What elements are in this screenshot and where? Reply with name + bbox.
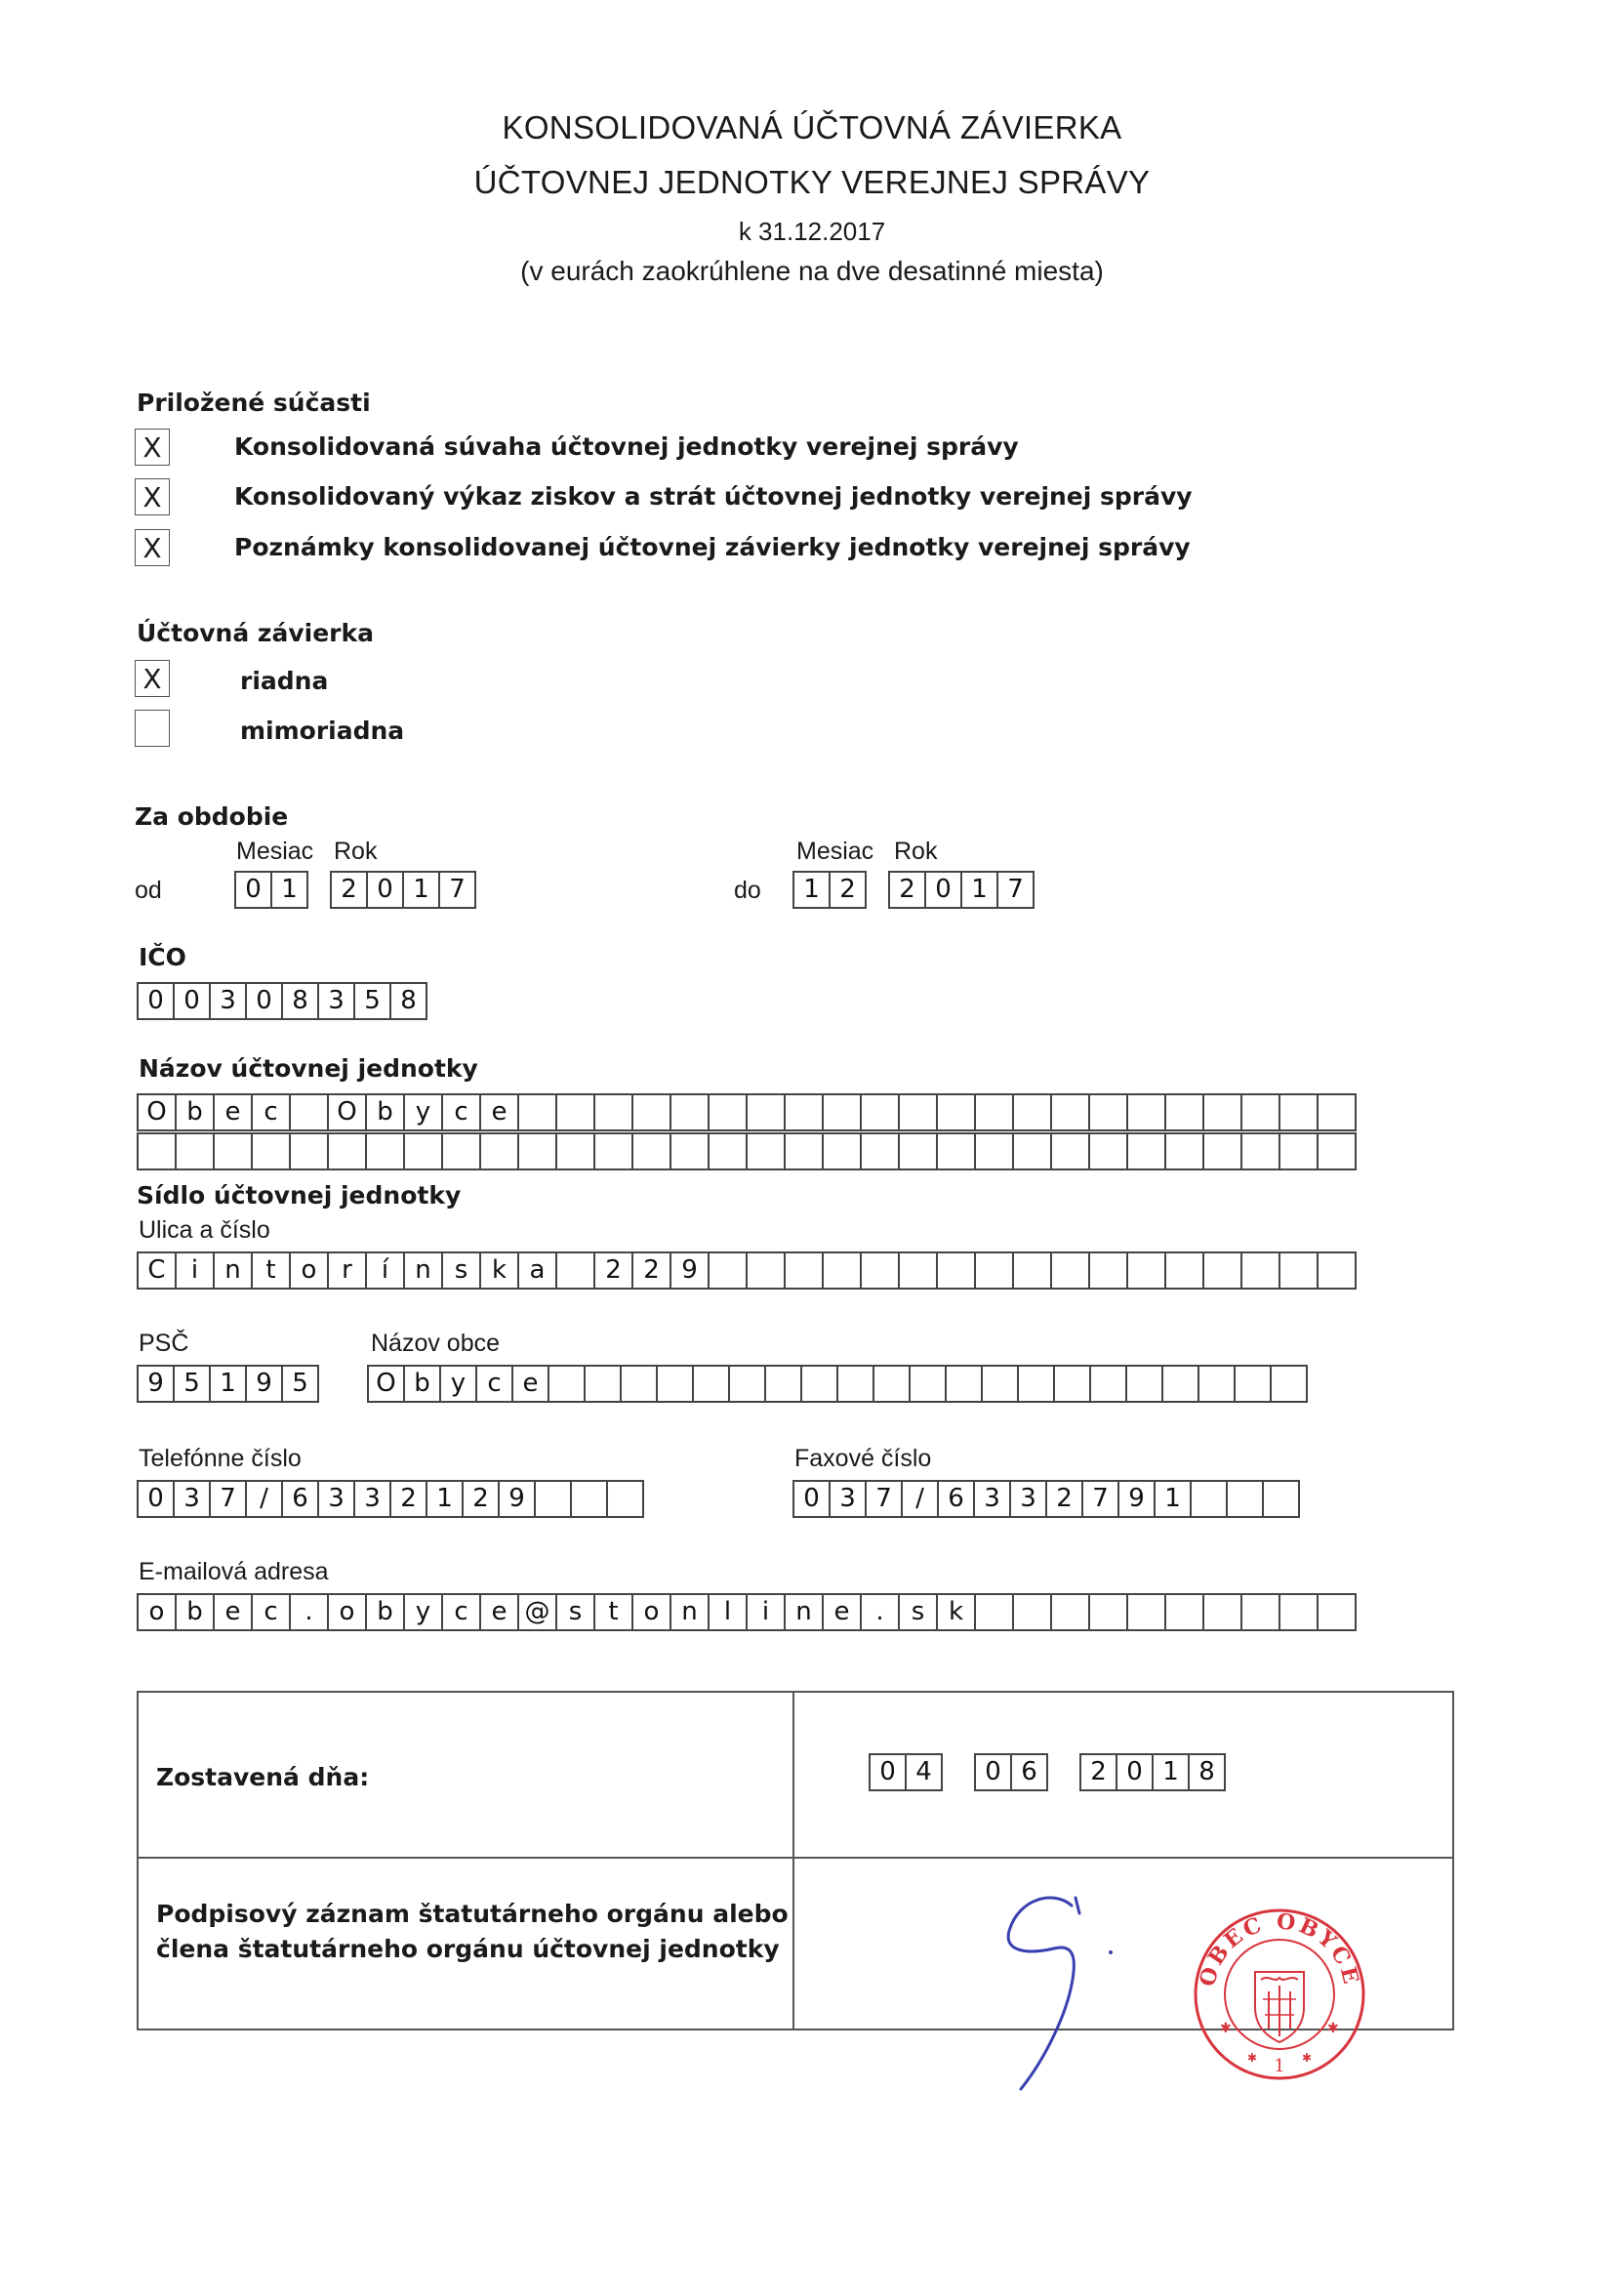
char-cell: 3 [317, 982, 355, 1020]
char-cell: c [441, 1093, 481, 1131]
char-cell [784, 1093, 824, 1131]
fax-label: Faxové číslo [794, 1445, 932, 1472]
svg-text:✱: ✱ [1327, 2020, 1339, 2035]
char-cell [936, 1251, 976, 1290]
char-cell: b [403, 1365, 441, 1403]
char-cell: c [251, 1593, 291, 1631]
char-cell [631, 1093, 671, 1131]
char-cell: 2 [888, 871, 926, 909]
char-cell [517, 1093, 557, 1131]
char-cell: 3 [829, 1480, 867, 1518]
char-cell: 0 [1116, 1753, 1154, 1791]
char-cell [1012, 1593, 1052, 1631]
char-cell [1126, 1132, 1166, 1170]
char-cell: 6 [1010, 1753, 1048, 1791]
char-cell [570, 1480, 608, 1518]
char-cell [534, 1480, 572, 1518]
char-cell: e [511, 1365, 549, 1403]
char-cell [548, 1365, 586, 1403]
char-cell: 3 [317, 1480, 355, 1518]
char-cell: c [441, 1593, 481, 1631]
char-cell: 2 [1045, 1480, 1083, 1518]
char-cell: e [479, 1593, 519, 1631]
psc-label: PSČ [139, 1330, 189, 1357]
char-cell [1053, 1365, 1091, 1403]
char-cell [1088, 1132, 1128, 1170]
char-cell: 7 [996, 871, 1035, 909]
closing-extraordinary-checkbox[interactable] [135, 710, 170, 747]
char-cell [555, 1132, 595, 1170]
char-cell: 3 [173, 1480, 211, 1518]
to-label: do [734, 877, 761, 904]
psc-field[interactable] [137, 1365, 317, 1403]
char-cell [1240, 1132, 1280, 1170]
char-cell: n [213, 1251, 253, 1290]
char-cell [822, 1093, 862, 1131]
char-cell [746, 1132, 786, 1170]
char-cell: e [213, 1593, 253, 1631]
name-label: Názov účtovnej jednotky [139, 1054, 478, 1083]
report-date: k 31.12.2017 [738, 217, 886, 246]
city-field[interactable] [367, 1365, 1306, 1403]
char-cell: 1 [209, 1365, 247, 1403]
char-cell [1279, 1132, 1319, 1170]
char-cell: 1 [1154, 1480, 1192, 1518]
char-cell [1317, 1132, 1357, 1170]
char-cell [631, 1132, 671, 1170]
closing-extraordinary-label: mimoriadna [240, 717, 405, 745]
char-cell [1164, 1093, 1204, 1131]
char-cell [251, 1132, 291, 1170]
to-year-field[interactable] [888, 871, 1033, 909]
char-cell: 2 [330, 871, 368, 909]
char-cell: y [439, 1365, 477, 1403]
char-cell [1088, 1251, 1128, 1290]
char-cell [1012, 1093, 1052, 1131]
char-cell [1161, 1365, 1199, 1403]
char-cell [1017, 1365, 1055, 1403]
ico-label: IČO [139, 943, 186, 971]
phone-field[interactable] [137, 1480, 642, 1518]
signature-label-line2: člena štatutárneho orgánu účtovnej jednotky [156, 1935, 780, 1963]
char-cell: 5 [281, 1365, 319, 1403]
char-cell: 1 [960, 871, 998, 909]
svg-text:✱: ✱ [1302, 2051, 1313, 2065]
attachment-checkbox-1[interactable]: X [135, 429, 170, 466]
char-cell [1202, 1593, 1242, 1631]
char-cell: n [403, 1251, 443, 1290]
char-cell: 7 [865, 1480, 903, 1518]
char-cell: / [901, 1480, 939, 1518]
char-cell [746, 1093, 786, 1131]
char-cell: . [289, 1593, 329, 1631]
char-cell: 2 [631, 1251, 671, 1290]
char-cell [708, 1132, 748, 1170]
char-cell [1270, 1365, 1308, 1403]
char-cell: 0 [869, 1753, 907, 1791]
compiled-day-field[interactable] [869, 1753, 941, 1791]
char-cell [708, 1093, 748, 1131]
char-cell: 5 [173, 1365, 211, 1403]
char-cell [936, 1093, 976, 1131]
char-cell [1050, 1593, 1090, 1631]
char-cell [1262, 1480, 1300, 1518]
char-cell [728, 1365, 766, 1403]
char-cell: 0 [974, 1753, 1012, 1791]
closing-regular-checkbox[interactable]: X [135, 660, 170, 697]
char-cell: 8 [1188, 1753, 1226, 1791]
char-cell [1317, 1251, 1357, 1290]
from-month-label: Mesiac [236, 838, 314, 865]
char-cell [784, 1251, 824, 1290]
char-cell [860, 1132, 900, 1170]
from-year-field[interactable] [330, 871, 474, 909]
char-cell: o [631, 1593, 671, 1631]
char-cell: 3 [973, 1480, 1011, 1518]
char-cell [1234, 1365, 1272, 1403]
char-cell: 9 [670, 1251, 710, 1290]
char-cell [1088, 1593, 1128, 1631]
char-cell [137, 1132, 177, 1170]
char-cell [555, 1251, 595, 1290]
char-cell [656, 1365, 694, 1403]
street-label: Ulica a číslo [139, 1216, 270, 1244]
char-cell: 3 [209, 982, 247, 1020]
char-cell [860, 1251, 900, 1290]
char-cell [479, 1132, 519, 1170]
char-cell: e [822, 1593, 862, 1631]
char-cell: 7 [209, 1480, 247, 1518]
char-cell: 9 [137, 1365, 175, 1403]
char-cell [620, 1365, 658, 1403]
char-cell: 7 [1081, 1480, 1119, 1518]
email-label: E-mailová adresa [139, 1558, 329, 1585]
char-cell [974, 1132, 1014, 1170]
char-cell: n [670, 1593, 710, 1631]
char-cell [1202, 1132, 1242, 1170]
char-cell: 0 [234, 871, 272, 909]
char-cell: 9 [1117, 1480, 1156, 1518]
char-cell [945, 1365, 983, 1403]
char-cell: C [137, 1251, 177, 1290]
city-label: Názov obce [371, 1330, 501, 1357]
attachment-checkbox-2[interactable]: X [135, 478, 170, 515]
stamp-number: 1 [1274, 2056, 1285, 2076]
stamp-graphic [1191, 1906, 1368, 2083]
char-cell [822, 1132, 862, 1170]
char-cell: 2 [389, 1480, 427, 1518]
email-field[interactable] [137, 1593, 1355, 1631]
char-cell [213, 1132, 253, 1170]
char-cell: o [137, 1593, 177, 1631]
char-cell [1164, 1251, 1204, 1290]
char-cell: t [593, 1593, 633, 1631]
char-cell: c [475, 1365, 513, 1403]
char-cell [593, 1093, 633, 1131]
char-cell [909, 1365, 947, 1403]
closing-regular-label: riadna [240, 667, 329, 695]
name-field-row2[interactable] [137, 1132, 1355, 1170]
char-cell: r [327, 1251, 367, 1290]
char-cell [1088, 1093, 1128, 1131]
from-year-label: Rok [334, 838, 378, 865]
char-cell [692, 1365, 730, 1403]
fax-field[interactable] [792, 1480, 1298, 1518]
char-cell: 2 [462, 1480, 500, 1518]
char-cell: í [365, 1251, 405, 1290]
char-cell: 6 [281, 1480, 319, 1518]
document-title: KONSOLIDOVANÁ ÚČTOVNÁ ZÁVIERKA [502, 109, 1122, 145]
char-cell: o [289, 1251, 329, 1290]
document-subtitle: ÚČTOVNEJ JEDNOTKY VEREJNEJ SPRÁVY [473, 164, 1151, 200]
char-cell [289, 1093, 329, 1131]
closing-heading: Účtovná závierka [137, 619, 374, 647]
to-month-label: Mesiac [796, 838, 874, 865]
char-cell [1317, 1093, 1357, 1131]
char-cell [1012, 1251, 1052, 1290]
attachment-label-1: Konsolidovaná súvaha účtovnej jednotky verejnej správy [234, 432, 1019, 461]
char-cell [670, 1132, 710, 1170]
char-cell [1164, 1593, 1204, 1631]
char-cell: c [251, 1093, 291, 1131]
char-cell [1126, 1093, 1166, 1131]
char-cell: O [137, 1093, 177, 1131]
char-cell [981, 1365, 1019, 1403]
char-cell: 0 [366, 871, 404, 909]
char-cell: 2 [1079, 1753, 1117, 1791]
char-cell [1126, 1593, 1166, 1631]
char-cell [1240, 1593, 1280, 1631]
char-cell [746, 1251, 786, 1290]
char-cell [1202, 1251, 1242, 1290]
char-cell: . [860, 1593, 900, 1631]
char-cell: 3 [353, 1480, 391, 1518]
char-cell [873, 1365, 911, 1403]
compiled-year-field[interactable] [1079, 1753, 1224, 1791]
char-cell [1279, 1593, 1319, 1631]
svg-text:✱: ✱ [1220, 2020, 1232, 2035]
char-cell: 0 [137, 1480, 175, 1518]
char-cell [800, 1365, 838, 1403]
char-cell: 2 [829, 871, 867, 909]
char-cell: 6 [937, 1480, 975, 1518]
char-cell: s [441, 1251, 481, 1290]
char-cell [670, 1093, 710, 1131]
name-field-row1[interactable] [137, 1093, 1355, 1131]
signature-scribble [986, 1884, 1152, 2109]
compiled-month-field[interactable] [974, 1753, 1046, 1791]
char-cell [784, 1132, 824, 1170]
char-cell [860, 1093, 900, 1131]
street-field[interactable] [137, 1251, 1355, 1290]
char-cell: i [746, 1593, 786, 1631]
char-cell: 3 [1009, 1480, 1047, 1518]
char-cell: k [479, 1251, 519, 1290]
char-cell [974, 1593, 1014, 1631]
char-cell [1050, 1132, 1090, 1170]
char-cell [1240, 1093, 1280, 1131]
currency-note: (v eurách zaokrúhlene na dve desatinné miesta) [520, 256, 1104, 286]
char-cell: y [403, 1593, 443, 1631]
signature-label-line1: Podpisový záznam štatutárneho orgánu alebo [156, 1900, 789, 1928]
char-cell [555, 1093, 595, 1131]
table-divider-horizontal [137, 1857, 1454, 1859]
char-cell: b [175, 1593, 215, 1631]
phone-label: Telefónne číslo [139, 1445, 302, 1472]
char-cell: @ [517, 1593, 557, 1631]
ico-field[interactable] [137, 982, 426, 1020]
char-cell [1050, 1093, 1090, 1131]
char-cell [974, 1093, 1014, 1131]
char-cell [1198, 1365, 1236, 1403]
char-cell: 1 [270, 871, 308, 909]
char-cell: y [403, 1093, 443, 1131]
char-cell [584, 1365, 622, 1403]
stamp-text: OBEC OBYCE [1195, 1908, 1364, 1989]
char-cell: e [213, 1093, 253, 1131]
char-cell: b [175, 1093, 215, 1131]
char-cell [593, 1132, 633, 1170]
char-cell: O [327, 1093, 367, 1131]
char-cell: 8 [389, 982, 427, 1020]
char-cell [175, 1132, 215, 1170]
char-cell [403, 1132, 443, 1170]
char-cell [289, 1132, 329, 1170]
char-cell: n [784, 1593, 824, 1631]
char-cell [517, 1132, 557, 1170]
char-cell: i [175, 1251, 215, 1290]
char-cell [1202, 1093, 1242, 1131]
char-cell [898, 1093, 938, 1131]
char-cell: / [245, 1480, 283, 1518]
char-cell: O [367, 1365, 405, 1403]
char-cell: 8 [281, 982, 319, 1020]
char-cell [822, 1251, 862, 1290]
char-cell: 7 [438, 871, 476, 909]
compiled-date-label: Zostavená dňa: [156, 1763, 370, 1791]
char-cell [836, 1365, 874, 1403]
char-cell: 0 [245, 982, 283, 1020]
svg-text:✱: ✱ [1247, 2051, 1258, 2065]
char-cell [708, 1251, 748, 1290]
char-cell: 5 [353, 982, 391, 1020]
char-cell: 2 [593, 1251, 633, 1290]
char-cell: l [708, 1593, 748, 1631]
char-cell [1126, 1251, 1166, 1290]
char-cell [1125, 1365, 1163, 1403]
char-cell [365, 1132, 405, 1170]
char-cell [1279, 1251, 1319, 1290]
table-divider-vertical [792, 1691, 794, 2030]
char-cell [1089, 1365, 1127, 1403]
char-cell: 0 [924, 871, 962, 909]
char-cell: 0 [792, 1480, 831, 1518]
from-label: od [135, 877, 162, 904]
attachment-label-2: Konsolidovaný výkaz ziskov a strát účtovnej jednotky verejnej správy [234, 482, 1193, 511]
char-cell: k [936, 1593, 976, 1631]
char-cell [1279, 1093, 1319, 1131]
char-cell [974, 1251, 1014, 1290]
char-cell: 9 [498, 1480, 536, 1518]
char-cell: 0 [173, 982, 211, 1020]
char-cell: 1 [1152, 1753, 1190, 1791]
char-cell: b [365, 1593, 405, 1631]
char-cell: 9 [245, 1365, 283, 1403]
char-cell: o [327, 1593, 367, 1631]
char-cell: 1 [792, 871, 831, 909]
to-year-label: Rok [894, 838, 938, 865]
char-cell: 1 [426, 1480, 464, 1518]
char-cell: e [479, 1093, 519, 1131]
char-cell [1226, 1480, 1264, 1518]
char-cell: s [898, 1593, 938, 1631]
char-cell [1050, 1251, 1090, 1290]
char-cell: b [365, 1093, 405, 1131]
seat-label: Sídlo účtovnej jednotky [137, 1181, 462, 1210]
to-month-field[interactable] [792, 871, 865, 909]
char-cell [441, 1132, 481, 1170]
char-cell: a [517, 1251, 557, 1290]
char-cell [1164, 1132, 1204, 1170]
attachment-label-3: Poznámky konsolidovanej účtovnej závierky jednotky verejnej správy [234, 533, 1191, 561]
char-cell [898, 1251, 938, 1290]
from-month-field[interactable] [234, 871, 306, 909]
char-cell [1190, 1480, 1228, 1518]
char-cell [764, 1365, 802, 1403]
char-cell: t [251, 1251, 291, 1290]
char-cell [1240, 1251, 1280, 1290]
char-cell: s [555, 1593, 595, 1631]
char-cell [327, 1132, 367, 1170]
char-cell [606, 1480, 644, 1518]
char-cell [1012, 1132, 1052, 1170]
char-cell [936, 1132, 976, 1170]
char-cell: 4 [905, 1753, 943, 1791]
char-cell: 1 [402, 871, 440, 909]
char-cell [898, 1132, 938, 1170]
attachments-heading: Priložené súčasti [137, 389, 371, 417]
attachment-checkbox-3[interactable]: X [135, 529, 170, 566]
char-cell: 0 [137, 982, 175, 1020]
period-heading: Za obdobie [135, 802, 289, 831]
char-cell [1317, 1593, 1357, 1631]
official-stamp [1191, 1906, 1368, 2083]
